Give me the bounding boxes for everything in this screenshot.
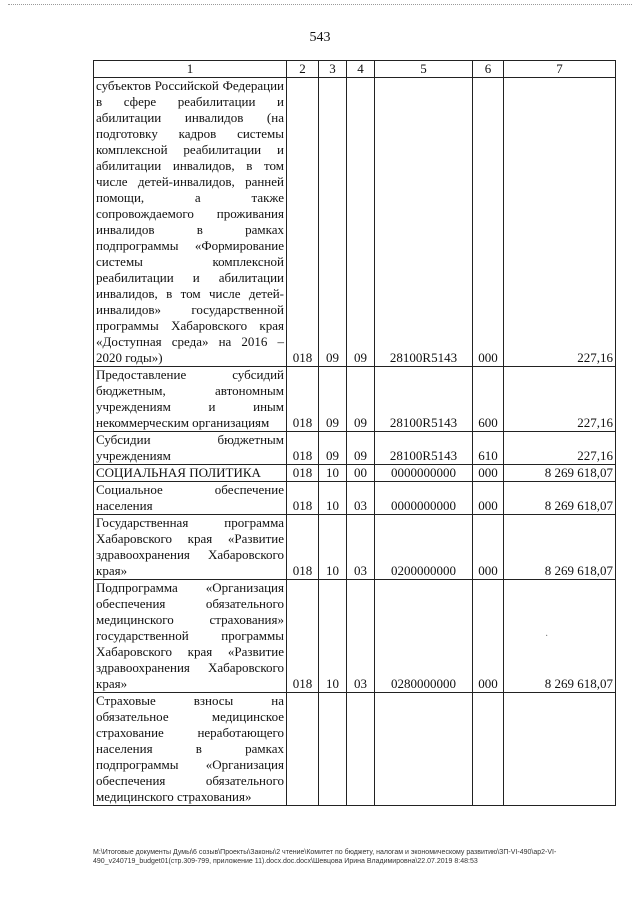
row-ministry-code: 018 [287,367,319,432]
row-subsection-code: 09 [347,432,375,465]
table-row [94,693,616,806]
row-ministry-code: 018 [287,432,319,465]
row-amount: 8 269 618,07 [504,465,616,482]
row-expense-type: 000 [473,515,504,580]
row-section-code: 09 [319,367,347,432]
header-col-6: 6 [473,61,504,78]
row-section-code [319,693,347,806]
row-amount: 8 269 618,07 [504,515,616,580]
row-section-code: 09 [319,78,347,367]
row-target-article [375,693,473,806]
row-ministry-code [287,693,319,806]
table-row [94,78,616,367]
row-expense-type: 000 [473,78,504,367]
row-subsection-code: 03 [347,515,375,580]
row-expense-type: 000 [473,482,504,515]
row-subsection-code: 09 [347,367,375,432]
row-description: Государственная программа Хабаровского края «Развитие здравоохранения Хабаровского края» [94,515,287,580]
row-target-article: 0280000000 [375,580,473,693]
scan-top-edge [8,4,632,5]
header-col-5: 5 [375,61,473,78]
row-description: Подпрограмма «Организация обеспечения обязательного медицинского страхования» государственной программы Хабаровского края «Развитие здравоохранения Хабаровского края» [94,580,287,693]
header-col-7: 7 [504,61,616,78]
row-description: СОЦИАЛЬНАЯ ПОЛИТИКА [94,465,287,482]
row-description: Предоставление субсидий бюджетным, автономным учреждениям и иным некоммерческим организациям [94,367,287,432]
header-col-2: 2 [287,61,319,78]
row-ministry-code: 018 [287,465,319,482]
row-expense-type: 000 [473,465,504,482]
row-target-article: 28100R5143 [375,367,473,432]
row-ministry-code: 018 [287,78,319,367]
row-target-article: 0000000000 [375,482,473,515]
row-subsection-code: 03 [347,580,375,693]
row-amount: 8 269 618,07 [504,482,616,515]
row-amount: 227,16 [504,432,616,465]
table-row [94,367,616,432]
scan-speck: · [545,631,549,642]
row-section-code: 09 [319,432,347,465]
header-col-3: 3 [319,61,347,78]
row-subsection-code [347,693,375,806]
header-col-4: 4 [347,61,375,78]
row-subsection-code: 09 [347,78,375,367]
row-ministry-code: 018 [287,580,319,693]
row-target-article: 28100R5143 [375,432,473,465]
row-amount: 227,16 [504,78,616,367]
row-target-article: 0000000000 [375,465,473,482]
row-description: субъектов Российской Федерации в сфере реабилитации и абилитации инвалидов (на подготовку кадров системы комплексной реабилитации и абилитации инвалидов, в том числе детей-инвалидов, ранней помощи, а также сопровождаемого проживания инвалидов в рамках подпрограммы «Формирование системы комплексной реабилитации и абилитации инвалидов, в том числе детей-инвалидов» государственной программы Хабаровского края «Доступная среда» на 2016 – 2020 годы») [94,78,287,367]
row-amount: 8 269 618,07 [504,580,616,693]
row-ministry-code: 018 [287,515,319,580]
row-section-code: 10 [319,465,347,482]
row-description: Социальное обеспечение населения [94,482,287,515]
row-amount [504,693,616,806]
table-row [94,580,616,693]
row-ministry-code: 018 [287,482,319,515]
table-row [94,482,616,515]
row-expense-type: 610 [473,432,504,465]
row-expense-type: 600 [473,367,504,432]
row-expense-type: 000 [473,580,504,693]
page-number: 543 [309,30,331,45]
table-row [94,432,616,465]
row-section-code: 10 [319,482,347,515]
table-row [94,515,616,580]
row-description: Страховые взносы на обязательное медицинское страхование неработающего населения в рамках подпрограммы «Организация обеспечения обязательного медицинского страхования» [94,693,287,806]
row-section-code: 10 [319,580,347,693]
row-description: Субсидии бюджетным учреждениям [94,432,287,465]
budget-table [93,60,616,806]
table-header-row [94,61,616,78]
row-amount: 227,16 [504,367,616,432]
row-subsection-code: 00 [347,465,375,482]
row-section-code: 10 [319,515,347,580]
header-col-1: 1 [94,61,287,78]
document-path-footer: M:\Итоговые документы Думы\6 созыв\Проекты\Законы\2 чтение\Комитет по бюджету, налогам и экономическому развитию\ЗП-VI-490\ар2-VI-490_v240719_budget01(стр.309-799, приложение 11).docx.doc.docx\Шевцова Ирина Владимировна\22.07.2019 8:48:53 [93,849,557,865]
row-target-article: 28100R5143 [375,78,473,367]
row-expense-type [473,693,504,806]
row-target-article: 0200000000 [375,515,473,580]
table-row [94,465,616,482]
row-subsection-code: 03 [347,482,375,515]
